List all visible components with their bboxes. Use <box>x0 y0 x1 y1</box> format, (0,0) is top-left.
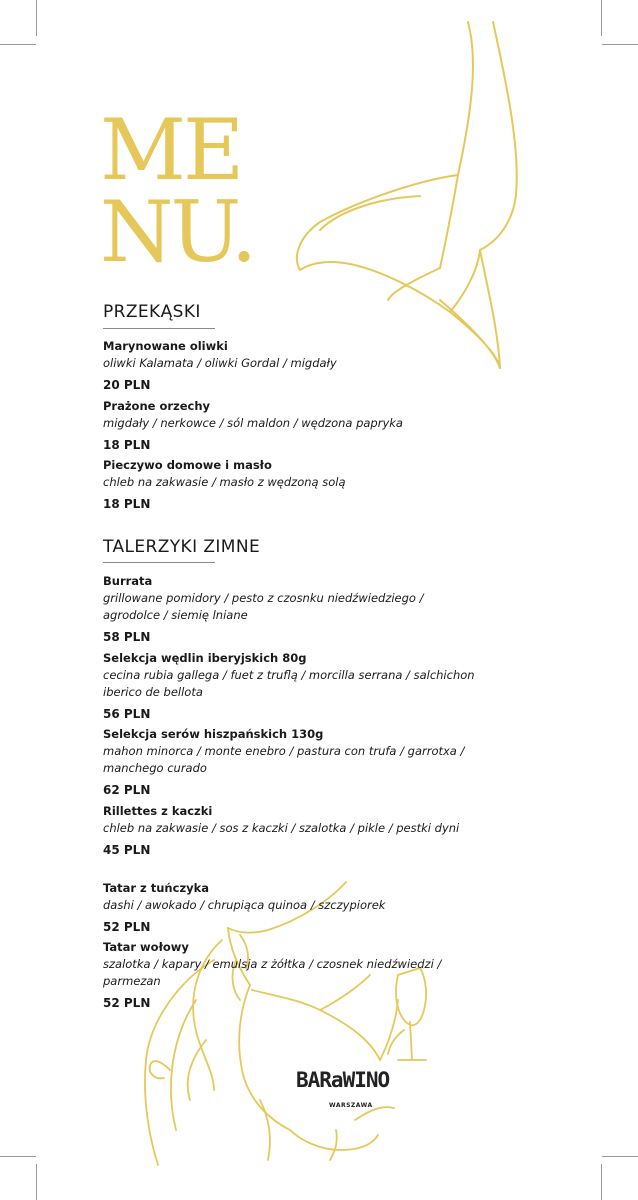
item-price: 56 PLN <box>103 707 151 721</box>
item-name: Marynowane oliwki <box>103 339 228 353</box>
menu-item <box>103 803 483 859</box>
menu-item <box>103 573 483 646</box>
item-price: 45 PLN <box>103 843 151 857</box>
menu-item <box>103 338 483 394</box>
item-name: Selekcja serów hiszpańskich 130g <box>103 727 324 741</box>
menu-item <box>103 457 483 513</box>
item-name: Tatar z tuńczyka <box>103 881 210 895</box>
section-title: PRZEKĄSKI <box>103 302 201 322</box>
item-price: 52 PLN <box>103 920 151 934</box>
menu-item <box>103 939 483 1012</box>
item-description: chleb na zakwasie / masło z wędzoną solą <box>103 475 346 489</box>
item-description: chleb na zakwasie / sos z kaczki / szalotka / pikle / pestki dyni <box>103 821 460 835</box>
item-name: Burrata <box>103 574 153 588</box>
menu-title-line1: ME <box>100 101 242 199</box>
section-divider <box>103 562 215 563</box>
item-description: cecina rubia gallega / fuet z truflą / morcilla serrana / salchichon iberico de bellota <box>103 668 475 699</box>
menu-title-line2: NU. <box>100 183 255 281</box>
item-description: grillowane pomidory / pesto z czosnku niedźwiedziego / agrodolce / siemię lniane <box>103 591 424 622</box>
section-title: TALERZYKI ZIMNE <box>103 537 261 557</box>
item-name: Prażone orzechy <box>103 399 211 413</box>
item-description: dashi / awokado / chrupiąca quinoa / szczypiorek <box>103 898 386 912</box>
item-name: Tatar wołowy <box>103 940 189 954</box>
menu-item <box>103 398 483 454</box>
item-price: 52 PLN <box>103 996 151 1010</box>
item-name: Selekcja wędlin iberyjskich 80g <box>103 651 307 665</box>
menu-item <box>103 880 483 936</box>
section-divider <box>103 328 215 329</box>
item-description: szalotka / kapary / emulsja z żółtka / czosnek niedźwiedzi / parmezan <box>103 957 442 988</box>
item-name: Rillettes z kaczki <box>103 804 213 818</box>
item-name: Pieczywo domowe i masło <box>103 458 272 472</box>
brand-logo: BARaWINO <box>296 1068 390 1092</box>
item-price: 58 PLN <box>103 630 151 644</box>
brand-city: WARSZAWA <box>329 1102 373 1109</box>
menu-item <box>103 726 483 799</box>
menu-item <box>103 650 483 723</box>
item-price: 62 PLN <box>103 783 151 797</box>
item-price: 18 PLN <box>103 497 151 511</box>
item-price: 18 PLN <box>103 438 151 452</box>
item-description: mahon minorca / monte enebro / pastura con trufa / garrotxa / manchego curado <box>103 744 465 775</box>
item-description: migdały / nerkowce / sól maldon / wędzona papryka <box>103 416 403 430</box>
item-description: oliwki Kalamata / oliwki Gordal / migdały <box>103 356 337 370</box>
item-price: 20 PLN <box>103 378 151 392</box>
